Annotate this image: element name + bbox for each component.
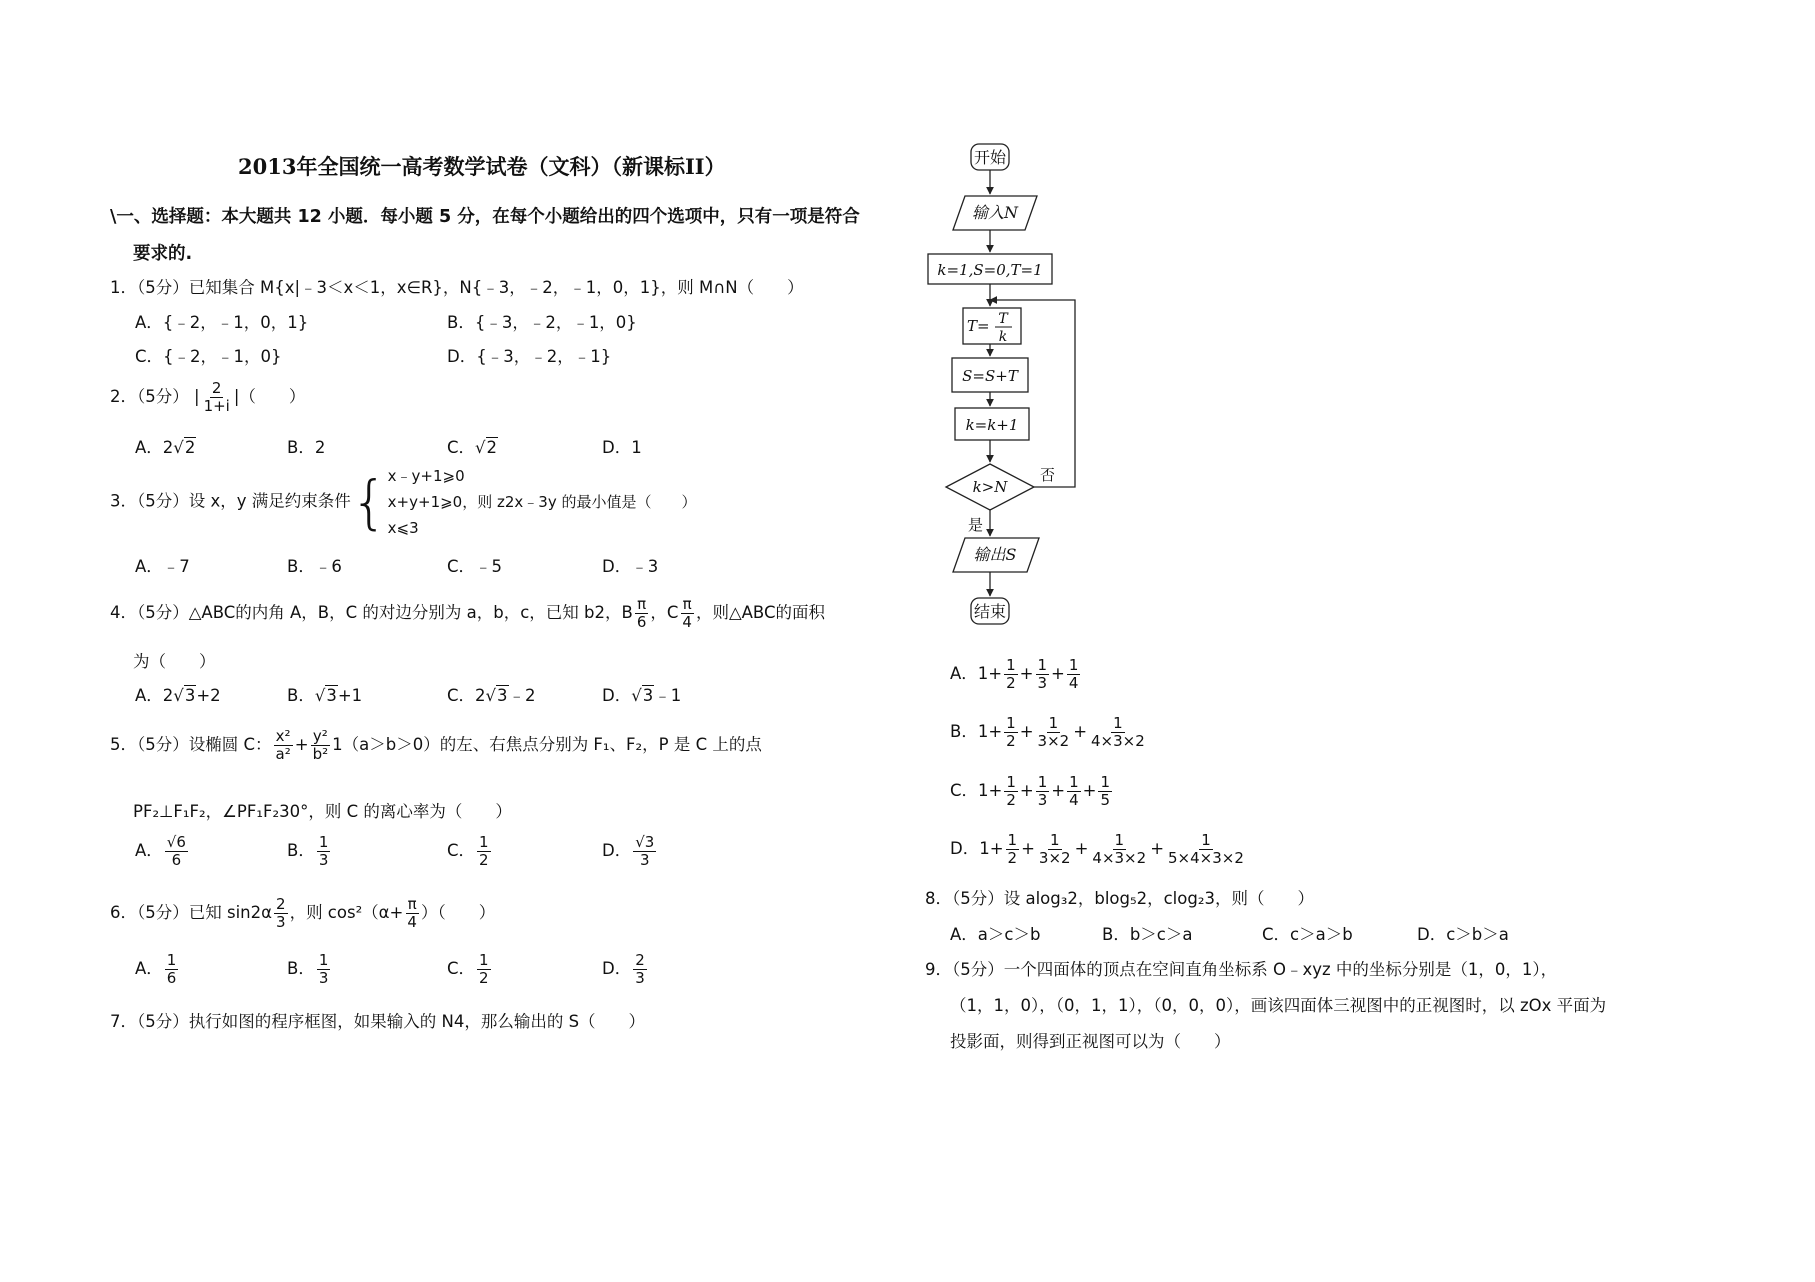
section-heading-cont: 要求的. [133, 244, 193, 264]
q1-option-b: B．{﹣3，﹣2，﹣1，0} [447, 313, 637, 332]
q7-term-fraction: $\frac{1}{2}$ [1007, 831, 1018, 867]
q8-option-d: D．c＞b＞a [1417, 925, 1509, 944]
flow-t-num: T [998, 311, 1008, 327]
q7-option-c [950, 774, 1114, 809]
q4-suffix: ，则△ABC的面积 [695, 603, 825, 622]
q2-fraction [202, 380, 232, 415]
plus-sign: + [1082, 781, 1097, 800]
q2-prefix: 2．（5分） [110, 387, 189, 406]
flow-no-label: 否 [1040, 466, 1056, 484]
q8-option-c: C．c＞a＞b [1262, 925, 1353, 944]
q3-constraints [388, 463, 697, 541]
q2-frac-num: 2 [211, 379, 222, 397]
question-5-cont: PF₂⊥F₁F₂，∠PF₁F₂30°，则 C 的离心率为（ ） [133, 802, 512, 821]
q4-option-a: A．2√3+2 [135, 686, 221, 705]
question-6: 6．（5分）已知 sin2α $\frac{2}{3}$ ，则 cos²（α+ $\frac{\pi}{4}$ ）（ ） [110, 895, 496, 931]
question-9-line2: （1，1，0），（0，1，1），（0，0，0），画该四面体三视图中的正视图时，以 zOx 平面为 [950, 996, 1607, 1015]
question-2 [110, 380, 305, 415]
q7-term-fraction: $\frac{1}{3}$ [1037, 656, 1048, 692]
flow-init-label: k=1,S=0,T=1 [937, 261, 1043, 279]
q5-prefix: 5．（5分）设椭圆 C： [110, 735, 272, 754]
q1-option-a: A．{﹣2，﹣1，0，1} [135, 313, 309, 332]
q7-term-fraction: $\frac{1}{4}$ [1069, 773, 1079, 809]
question-3 [110, 463, 696, 541]
q7-term-fraction: $\frac{1}{2}$ [1006, 656, 1016, 692]
question-5: 5．（5分）设椭圆 C： $\frac{\text{x²}}{\text{a²}}$ + $\frac{\text{y²}}{\text{b²}}$ 1（a＞b＞0）的左、右焦点分别为 F₁、F₂，P 是 C 上的点 [110, 727, 762, 763]
q8-option-a: A．a＞c＞b [950, 925, 1041, 944]
q3-option-a: A．﹣7 [135, 557, 190, 576]
q5-suffix: 1（a＞b＞0）的左、右焦点分别为 F₁、F₂，P 是 C 上的点 [332, 735, 762, 754]
q7-term-fraction: $\frac{1}{3\times 2}$ [1038, 831, 1071, 867]
q5-option-a: A． $\frac{√6}{6}$ [135, 833, 186, 869]
plus-sign: + [1150, 839, 1165, 858]
q3-option-b: B．﹣6 [287, 557, 342, 576]
q3-brace: { [350, 468, 388, 536]
q7-term-fraction: $\frac{1}{5}$ [1100, 773, 1111, 809]
q7-option-label: C． [950, 781, 979, 800]
q4-option-c: C．2√3﹣2 [447, 686, 536, 705]
q5-option-b: B． $\frac{1}{3}$ [287, 833, 329, 869]
q2-frac-den: 1+i [203, 397, 230, 415]
plus-sign: + [1051, 781, 1066, 800]
q7-option-lead: 1+ [978, 781, 1003, 800]
q5-option-d: D． $\frac{√3}{3}$ [602, 833, 655, 869]
page-title: 2013年全国统一高考数学试卷（文科）（新课标II） [238, 154, 726, 179]
flow-output-label: 输出S [973, 545, 1017, 564]
program-flowchart [925, 140, 1095, 630]
flow-input-label: 输入N [971, 203, 1019, 222]
flow-end-label: 结束 [973, 602, 1007, 621]
q7-option-label: D． [950, 839, 980, 858]
plus-sign: + [1019, 722, 1034, 741]
flow-k-label: k=k+1 [965, 416, 1019, 434]
q7-term-fraction: $\frac{1}{2}$ [1006, 714, 1016, 750]
q1-option-d: D．{﹣3，﹣2，﹣1} [447, 347, 612, 366]
q7-option-lead: 1+ [979, 839, 1004, 858]
question-1: 1．（5分）已知集合 M{x|﹣3＜x＜1，x∈R}，N{﹣3，﹣2，﹣1，0，1}，则 M∩N（ ） [110, 278, 804, 297]
q7-term-fraction: $\frac{1}{4}$ [1068, 656, 1079, 692]
q2-a-radicand: 2 [184, 438, 196, 457]
q3-constraint-3: x⩽3 [387, 519, 419, 537]
q1-option-c: C．{﹣2，﹣1，0} [135, 347, 282, 366]
q7-option-d [950, 832, 1248, 867]
q7-term-fraction: $\frac{1}{2}$ [1006, 773, 1016, 809]
q7-term-fraction: $\frac{1}{4\times 3\times 2}$ [1092, 831, 1147, 867]
q2-c-radicand: 2 [486, 438, 498, 457]
q4-option-b: B．√3+1 [287, 686, 363, 705]
question-8: 8．（5分）设 alog₃2，blog₅2，clog₂3，则（ ） [925, 889, 1314, 908]
q7-term-fraction: $\frac{1}{3}$ [1037, 773, 1048, 809]
q5-option-c: C． $\frac{1}{2}$ [447, 833, 489, 869]
q4-option-d: D．√3﹣1 [602, 686, 682, 705]
q4-mid: ，C [650, 603, 679, 622]
q2-suffix: |（ ） [233, 387, 306, 406]
q6-option-a: A． $\frac{1}{6}$ [135, 951, 177, 987]
q3-option-c: C．﹣5 [447, 557, 503, 576]
q4-frac-c: $\frac{\pi}{4}$ [682, 595, 692, 631]
flow-yes-label: 是 [968, 516, 984, 534]
plus-sign: + [1073, 722, 1088, 741]
q6-option-c: C． $\frac{1}{2}$ [447, 951, 489, 987]
flow-t-den: k [998, 329, 1008, 345]
section-heading: \一、选择题：本大题共 12 小题．每小题 5 分，在每个小题给出的四个选项中，只有一项是符合 [110, 207, 860, 227]
question-4-cont: 为（ ） [133, 652, 216, 671]
q3-constraint-2: x+y+1⩾0，则 z2x﹣3y 的最小值是（ ） [387, 493, 697, 511]
flow-t-lhs: T= [967, 317, 990, 335]
flow-cond-label: k>N [972, 478, 1008, 496]
plus-sign: + [1019, 664, 1034, 683]
q7-option-b [950, 715, 1149, 750]
q2-option-d: D．1 [602, 438, 642, 457]
q7-term-fraction: $\frac{1}{5\times 4\times 3\times 2}$ [1168, 831, 1244, 867]
plus-sign: + [1021, 839, 1035, 858]
flow-s-label: S=S+T [962, 367, 1018, 385]
q4-prefix: 4．（5分）△ABC的内角 A，B，C 的对边分别为 a，b，c，已知 b2，B [110, 603, 633, 622]
q7-option-lead: 1+ [977, 722, 1003, 741]
q4-frac-b: $\frac{\pi}{6}$ [636, 595, 647, 631]
question-9-line3: 投影面，则得到正视图可以为（ ） [950, 1032, 1231, 1051]
q3-prefix: 3．（5分）设 x，y 满足约束条件 [110, 491, 351, 511]
q2-option-c: C．√2 [447, 438, 498, 457]
q2-option-a: A．2√2 [135, 438, 196, 457]
flow-start-label: 开始 [973, 148, 1007, 167]
plus-sign: + [1051, 664, 1065, 683]
q7-term-fraction: $\frac{1}{3\times 2}$ [1037, 714, 1070, 750]
question-4 [110, 596, 825, 631]
q2-option-b: B．2 [287, 438, 326, 457]
q7-option-a [950, 657, 1082, 692]
q7-option-label: B． [950, 722, 978, 741]
q8-option-b: B．b＞c＞a [1102, 925, 1193, 944]
q5-frac-y: $\frac{\text{y²}}{\text{b²}}$ [312, 727, 329, 763]
q7-option-lead: 1+ [977, 664, 1003, 683]
q3-constraint-1: x﹣y+1⩾0 [387, 467, 465, 485]
q7-term-fraction: $\frac{1}{4\times 3\times 2}$ [1091, 714, 1145, 750]
plus-sign: + [1019, 781, 1034, 800]
q3-option-d: D．﹣3 [602, 557, 659, 576]
q2-abs-bar: | [194, 387, 200, 406]
q7-option-label: A． [950, 664, 978, 683]
q6-option-d: D． $\frac{2}{3}$ [602, 951, 645, 987]
q6-option-b: B． $\frac{1}{3}$ [287, 951, 329, 987]
question-9: 9．（5分）一个四面体的顶点在空间直角坐标系 O﹣xyz 中的坐标分别是（1，0，1）， [925, 960, 1558, 979]
question-7: 7．（5分）执行如图的程序框图，如果输入的 N4，那么输出的 S（ ） [110, 1012, 646, 1031]
q5-frac-x: $\frac{\text{x²}}{\text{a²}}$ [275, 727, 291, 763]
plus-sign: + [1074, 839, 1089, 858]
